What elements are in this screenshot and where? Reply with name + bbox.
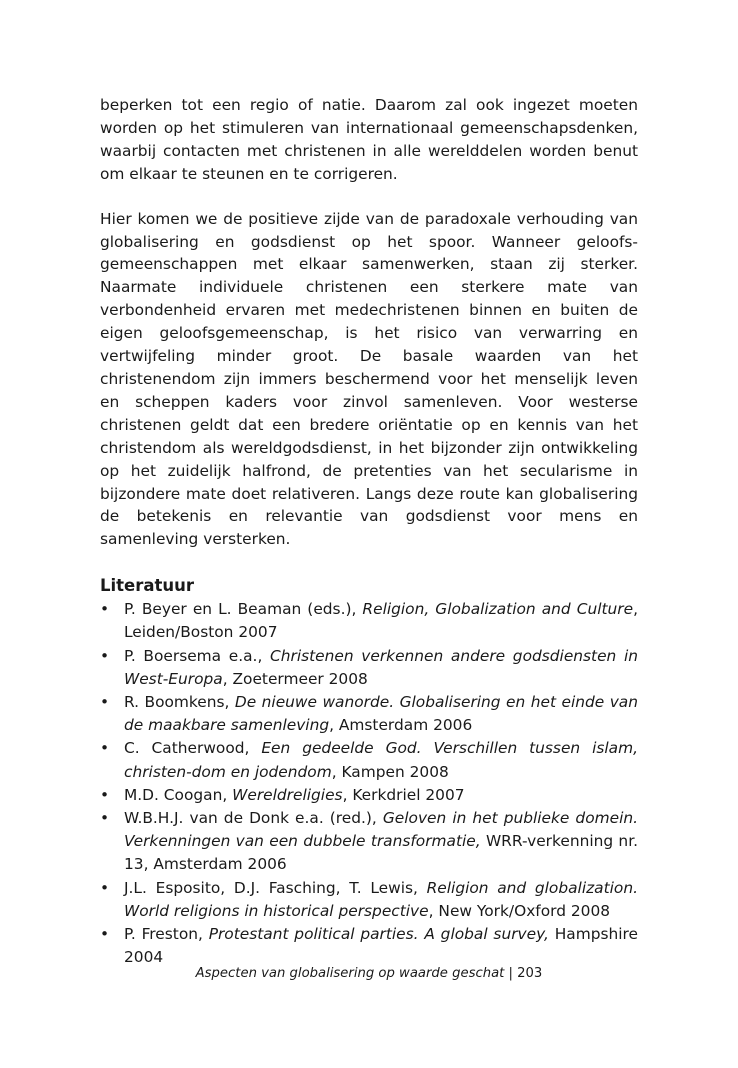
reference-authors: P. Boersema e.a.,	[124, 646, 270, 665]
page-footer	[0, 966, 738, 981]
reference-publication: , Kampen 2008	[331, 762, 449, 781]
bullet-icon: •	[100, 739, 110, 758]
reference-title: Christenen verkennen andere godsdiensten in West-Europa	[124, 646, 638, 688]
reference-title: Protestant political parties. A global survey,	[208, 925, 549, 944]
reference-authors: C. Catherwood,	[124, 739, 262, 758]
reference-title: Geloven in het publieke domein. Verkenningen van een dubbele transformatie,	[124, 809, 639, 851]
page-content	[100, 94, 638, 969]
reference-item	[100, 645, 638, 691]
reference-title: Wereldreligies	[232, 785, 343, 804]
reference-publication: WRR-verkenning nr. 13, Amsterdam 2006	[124, 832, 638, 874]
reference-item	[100, 784, 638, 807]
reference-authors: R. Boomkens,	[124, 693, 235, 712]
reference-item	[100, 737, 638, 783]
reference-item	[100, 807, 638, 877]
running-title: Aspecten van globalisering op waarde geschat	[195, 966, 505, 981]
footer-separator: |	[504, 966, 518, 981]
reference-authors: M.D. Coogan,	[124, 785, 233, 804]
bullet-icon: •	[100, 693, 110, 712]
reference-item	[100, 691, 638, 737]
reference-authors: W.B.H.J. van de Donk e.a. (red.),	[124, 809, 383, 828]
body-paragraph-2: Hier komen we de positieve zijde van de paradoxale verhouding van globalisering en godsdienst op het spoor. Wanneer geloofs-gemeenschappen met elkaar samenwerken, staan zij sterker. Naarmate individuele christenen een sterkere mate van verbondenheid ervaren met medechristenen binnen en buiten de eigen geloofsgemeenschap, is het risico van verwarring en vertwijfeling minder groot. De basale waarden van het christenendom zijn immers beschermend voor het menselijk leven en scheppen kaders voor zinvol samenleven. Voor westerse christenen geldt dat een bredere oriëntatie op en kennis van het christendom als wereldgodsdienst, in het bijzonder zijn ontwikkeling op het zuidelijk halfrond, de pretenties van het secularisme in bijzondere mate doet relativeren. Langs deze route kan globalisering de betekenis en relevantie van godsdienst voor mens en samenleving versterken.	[100, 209, 638, 549]
reference-title: Religion and globalization. World religions in historical perspective	[124, 878, 638, 920]
bullet-icon: •	[100, 600, 110, 619]
bullet-icon: •	[100, 809, 110, 828]
reference-publication: , Kerkdriel 2007	[342, 785, 465, 804]
reference-item	[100, 923, 638, 969]
reference-list	[100, 598, 638, 969]
reference-publication: , New York/Oxford 2008	[428, 901, 611, 920]
reference-item	[100, 598, 638, 644]
reference-authors: P. Freston,	[124, 925, 209, 944]
reference-authors: J.L. Esposito, D.J. Fasching, T. Lewis,	[124, 878, 427, 897]
bullet-icon: •	[100, 646, 110, 665]
reference-publication: , Leiden/Boston 2007	[124, 600, 638, 642]
bullet-icon: •	[100, 878, 110, 897]
reference-title: Een gedeelde God. Verschillen tussen islam, christen-dom en jodendom	[124, 739, 638, 781]
reference-title: De nieuwe wanorde. Globalisering en het einde van de maakbare samenleving	[124, 693, 638, 735]
reference-publication: Hampshire 2004	[124, 925, 638, 967]
literature-heading: Literatuur	[100, 576, 195, 596]
page-number: 203	[517, 966, 543, 981]
reference-item	[100, 877, 638, 923]
bullet-icon: •	[100, 785, 110, 804]
reference-title: Religion, Globalization and Culture	[362, 600, 634, 619]
body-paragraph-1: beperken tot een regio of natie. Daarom zal ook ingezet moeten worden op het stimuleren van internationaal gemeenschapsdenken, waarbij contacten met christenen in alle werelddelen worden benut om elkaar te steunen en te corrigeren.	[100, 96, 638, 183]
bullet-icon: •	[100, 925, 110, 944]
reference-publication: , Zoetermeer 2008	[222, 669, 368, 688]
reference-publication: , Amsterdam 2006	[329, 716, 473, 735]
reference-authors: P. Beyer en L. Beaman (eds.),	[124, 600, 363, 619]
